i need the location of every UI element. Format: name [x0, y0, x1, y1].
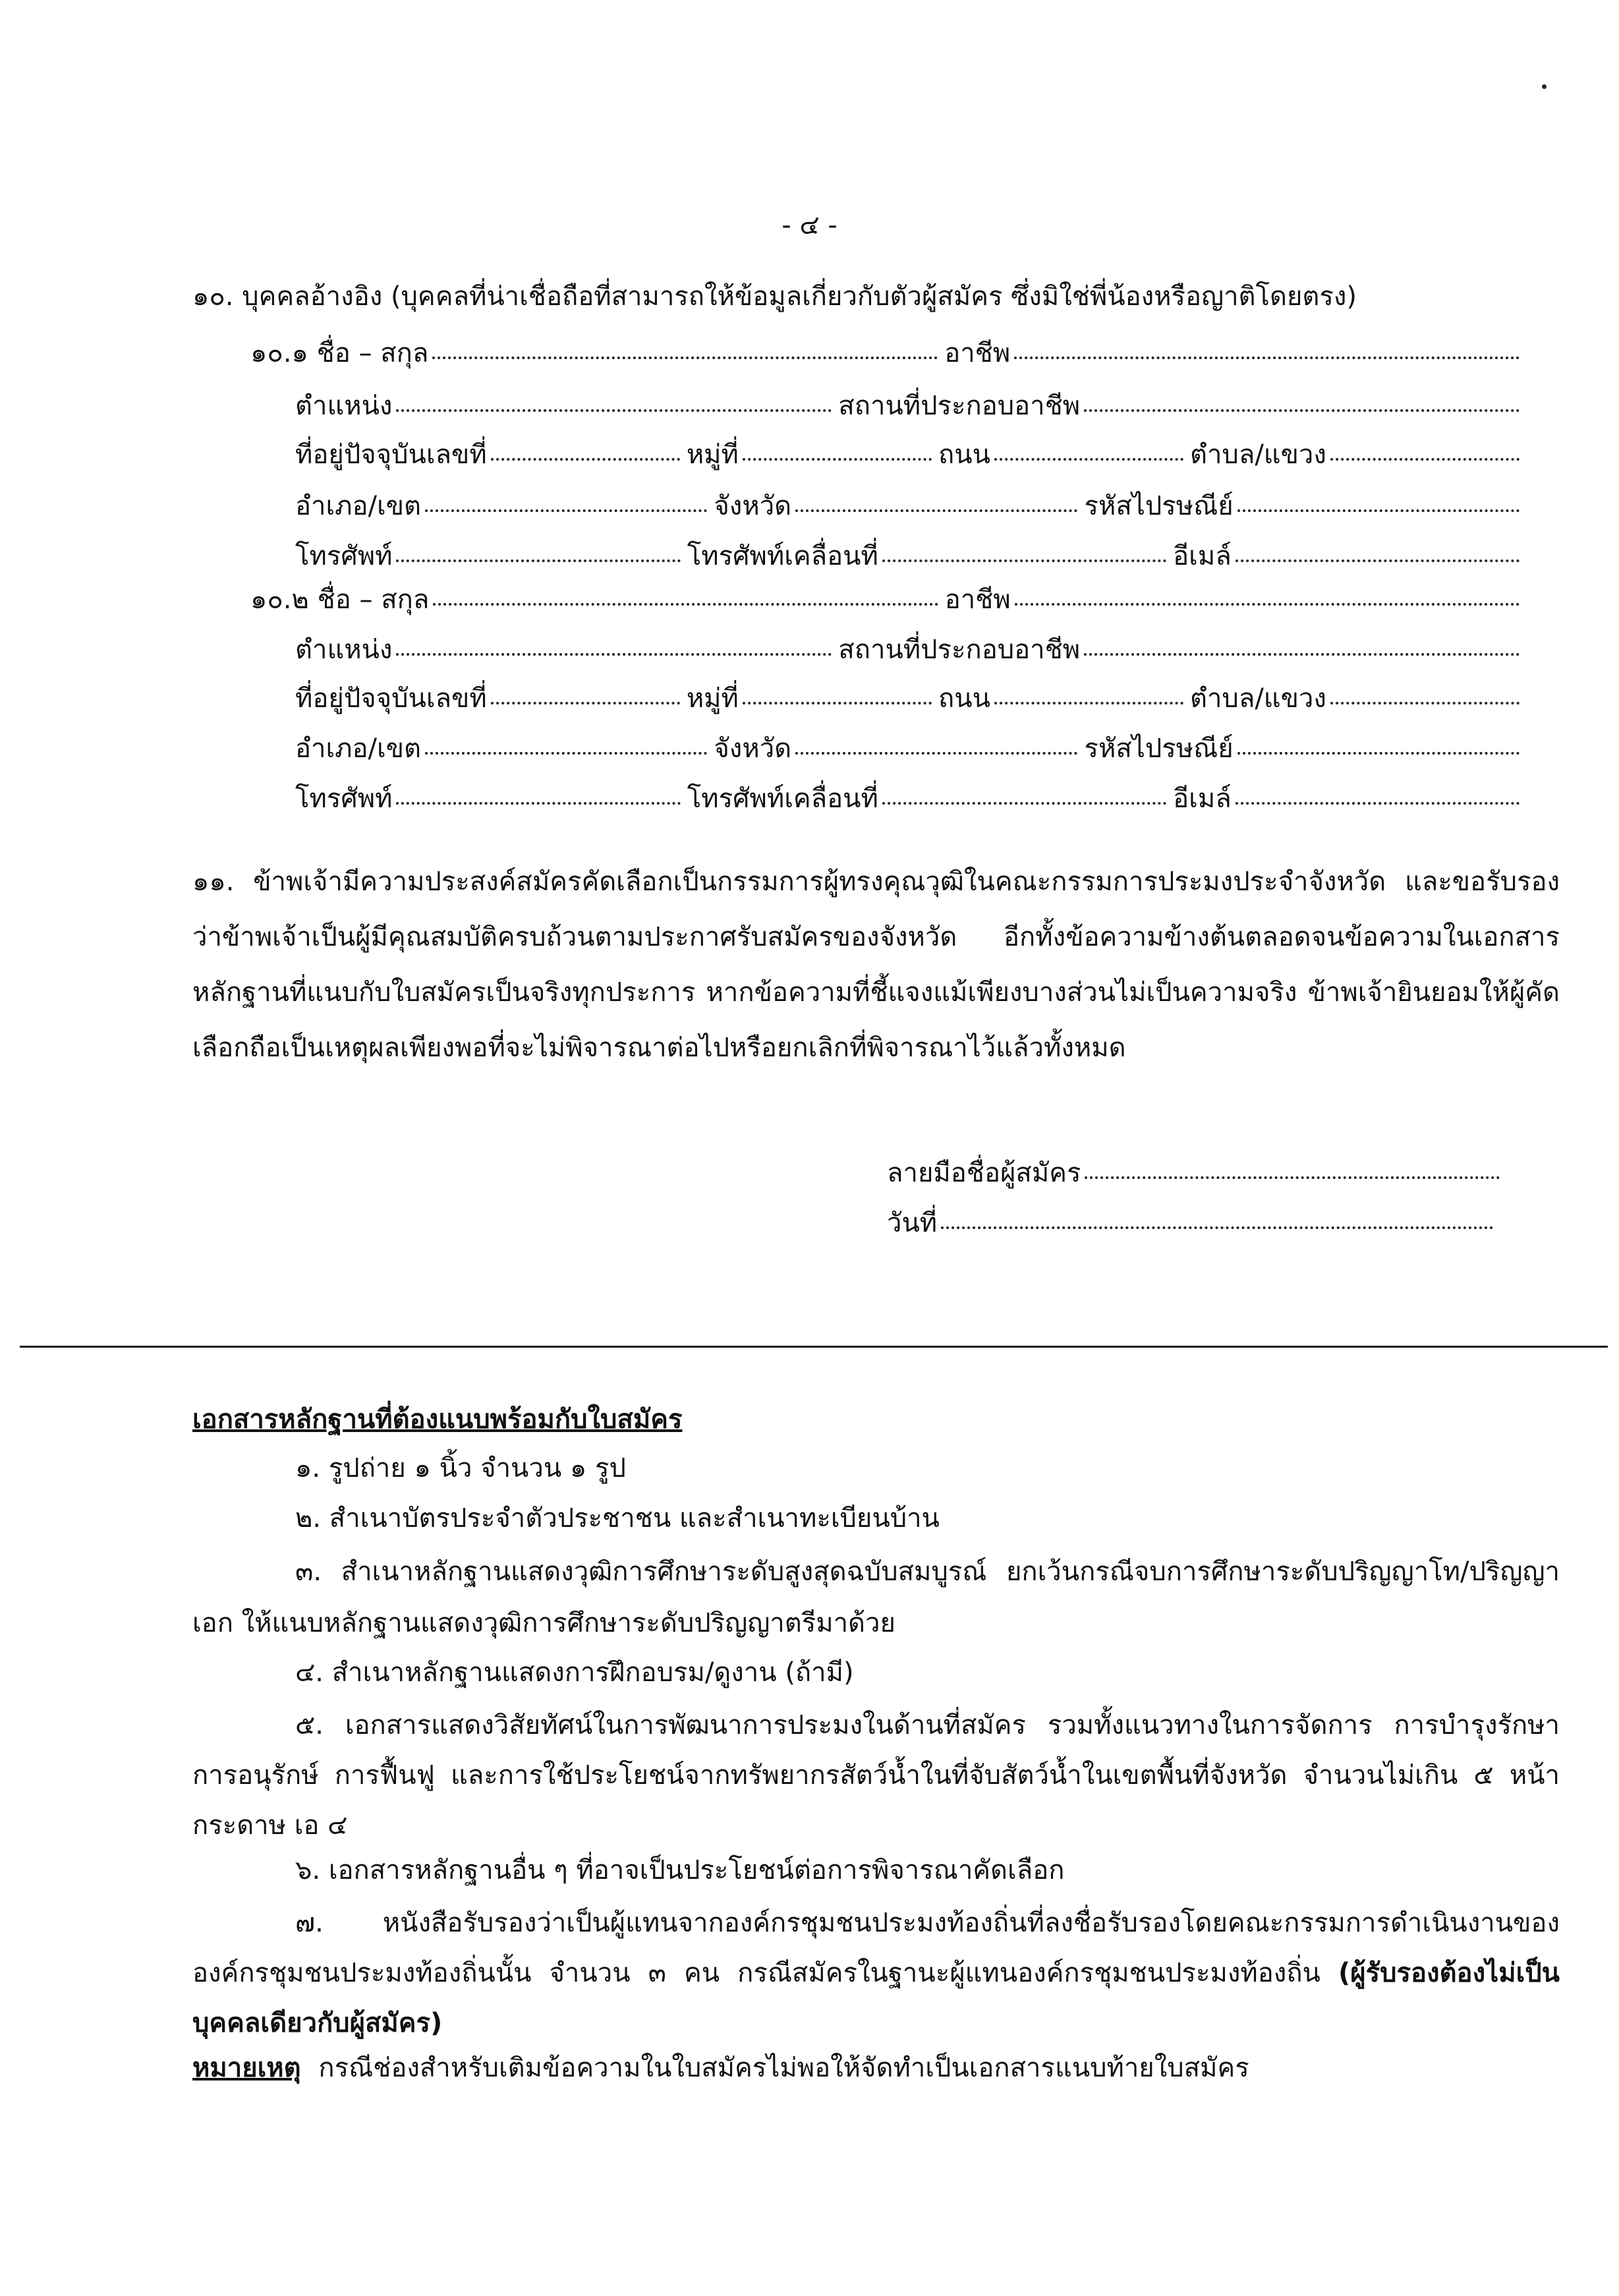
document-item-6: ๖. เอกสารหลักฐานอื่น ๆ ที่อาจเป็นประโยชน์ต่อการพิจารณาคัดเลือก	[295, 1855, 1065, 1885]
document-item-2: ๒. สำเนาบัตรประจำตัวประชาชน และสำเนาทะเบียนบ้าน	[295, 1503, 940, 1534]
document-item-7	[192, 1898, 1560, 2048]
ref1-province-label: จังหวัด	[714, 491, 792, 521]
ref2-province-field[interactable]	[795, 748, 1077, 755]
ref1-position-field[interactable]	[396, 405, 832, 412]
note-row	[192, 2052, 1249, 2084]
scan-speck	[1542, 84, 1547, 89]
ref1-postcode-label: รหัสไปรษณีย์	[1084, 491, 1234, 521]
ref1-mobile-label: โทรศัพท์เคลื่อนที่	[687, 541, 878, 571]
ref2-name-field[interactable]	[433, 599, 938, 606]
ref1-occupation-label: อาชีพ	[944, 338, 1011, 368]
ref2-phone-field[interactable]	[396, 798, 680, 805]
ref2-occupation-field[interactable]	[1015, 599, 1520, 606]
ref1-address-label: ที่อยู่ปัจจุบันเลขที่	[295, 440, 487, 470]
ref2-moo-field[interactable]	[743, 698, 932, 704]
ref1-email-field[interactable]	[1236, 556, 1520, 562]
ref2-email-field[interactable]	[1236, 798, 1520, 805]
date-field[interactable]	[941, 1222, 1493, 1229]
ref2-row-address	[295, 683, 1520, 714]
documents-heading: เอกสารหลักฐานที่ต้องแนบพร้อมกับใบสมัคร	[192, 1404, 683, 1435]
ref2-province-label: จังหวัด	[714, 733, 792, 764]
ref1-name-label: ๑๐.๑ ชื่อ – สกุล	[250, 338, 429, 368]
ref2-email-label: อีเมล์	[1173, 784, 1232, 814]
ref2-subdistrict-label: ตำบล/แขวง	[1189, 683, 1326, 714]
ref2-mobile-field[interactable]	[882, 798, 1166, 805]
ref1-row-address	[295, 439, 1520, 471]
ref2-name-label: ๑๐.๒ ชื่อ – สกุล	[250, 585, 430, 615]
note-text: กรณีช่องสำหรับเติมข้อความในใบสมัครไม่พอให้จัดทำเป็นเอกสารแนบท้ายใบสมัคร	[318, 2053, 1249, 2083]
ref1-moo-label: หมู่ที่	[686, 440, 739, 470]
ref2-row-name	[250, 584, 1520, 616]
ref1-row-position	[295, 390, 1520, 422]
date-row	[887, 1207, 1493, 1239]
note-label: หมายเหตุ	[192, 2053, 301, 2083]
ref1-occupation-field[interactable]	[1014, 353, 1520, 359]
section-divider	[20, 1346, 1608, 1348]
ref1-province-field[interactable]	[795, 505, 1077, 512]
document-item-7-text: ๗. หนังสือรับรองว่าเป็นผู้แทนจากองค์กรชุมชนประมงท้องถิ่นที่ลงชื่อรับรองโดยคณะกรรมการดำเนินงานขององค์กรชุมชนประมงท้องถิ่นนั้น จำนวน ๓ คน กรณีสมัครในฐานะผู้แทนองค์กรชุมชนประมงท้องถิ่น	[192, 1908, 1560, 1988]
ref2-postcode-field[interactable]	[1237, 748, 1520, 755]
ref1-subdistrict-label: ตำบล/แขวง	[1189, 440, 1326, 470]
ref1-row-name	[250, 337, 1520, 369]
ref1-row-phone	[295, 540, 1520, 572]
ref2-workplace-label: สถานที่ประกอบอาชีพ	[838, 635, 1081, 665]
document-item-1: ๑. รูปถ่าย ๑ นิ้ว จำนวน ๑ รูป	[295, 1453, 626, 1483]
ref1-road-field[interactable]	[994, 454, 1183, 461]
document-item-5: ๕. เอกสารแสดงวิสัยทัศน์ในการพัฒนาการประมงในด้านที่สมัคร รวมทั้งแนวทางในการจัดการ การบำรุงรักษา การอนุรักษ์ การฟื้นฟู และการใช้ประโยชน์จากทรัพยากรสัตว์น้ำในที่จับสัตว์น้ำในเขตพื้นที่จังหวัด จำนวนไม่เกิน ๕ หน้ากระดาษ เอ ๔	[192, 1710, 1560, 1841]
ref2-address-field[interactable]	[491, 698, 680, 704]
signature-label: ลายมือชื่อผู้สมัคร	[887, 1158, 1081, 1188]
ref2-workplace-field[interactable]	[1084, 649, 1520, 656]
ref1-moo-field[interactable]	[743, 454, 932, 461]
ref1-workplace-field[interactable]	[1084, 405, 1520, 412]
ref1-phone-field[interactable]	[396, 556, 680, 562]
document-item-7-bold: (ผู้รับรองต้องไม่เป็นบุคคลเดียวกับผู้สมัคร)	[192, 1958, 1560, 2038]
ref1-postcode-field[interactable]	[1237, 505, 1520, 512]
ref2-row-position	[295, 634, 1520, 666]
ref1-phone-label: โทรศัพท์	[295, 541, 393, 571]
ref1-mobile-field[interactable]	[882, 556, 1166, 562]
ref1-workplace-label: สถานที่ประกอบอาชีพ	[838, 391, 1081, 421]
ref1-district-field[interactable]	[425, 505, 707, 512]
ref2-road-label: ถนน	[938, 683, 990, 714]
ref1-row-district	[295, 490, 1520, 522]
ref2-road-field[interactable]	[994, 698, 1183, 704]
ref2-position-field[interactable]	[396, 649, 832, 656]
signature-field[interactable]	[1085, 1172, 1500, 1179]
section11-declaration: ๑๑. ข้าพเจ้ามีความประสงค์สมัครคัดเลือกเป็นกรรมการผู้ทรงคุณวุฒิในคณะกรรมการประมงประจำจังหวัด และขอรับรองว่าข้าพเจ้าเป็นผู้มีคุณสมบัติครบถ้วนตามประกาศรับสมัครของจังหวัด อีกทั้งข้อความข้างต้นตลอดจนข้อความในเอกสารหลักฐานที่แนบกับใบสมัครเป็นจริงทุกประการ หากข้อความที่ชี้แจงแม้เพียงบางส่วนไม่เป็นความจริง ข้าพเจ้ายินยอมให้ผู้คัดเลือกถือเป็นเหตุผลเพียงพอที่จะไม่พิจารณาต่อไปหรือยกเลิกที่พิจารณาไว้แล้วทั้งหมด	[192, 867, 1560, 1063]
document-item-4: ๔. สำเนาหลักฐานแสดงการฝึกอบรม/ดูงาน (ถ้ามี)	[295, 1657, 854, 1688]
ref2-phone-label: โทรศัพท์	[295, 784, 393, 814]
ref2-postcode-label: รหัสไปรษณีย์	[1084, 733, 1234, 764]
ref1-name-field[interactable]	[432, 353, 938, 359]
ref1-email-label: อีเมล์	[1173, 541, 1232, 571]
page-number: - ๔ -	[781, 210, 838, 241]
ref2-row-district	[295, 733, 1520, 764]
document-item-3: ๓. สำเนาหลักฐานแสดงวุฒิการศึกษาระดับสูงสุดฉบับสมบูรณ์ ยกเว้นกรณีจบการศึกษาระดับปริญญาโท/ปริญญาเอก ให้แนบหลักฐานแสดงวุฒิการศึกษาระดับปริญญาตรีมาด้วย	[192, 1557, 1560, 1638]
ref2-district-field[interactable]	[425, 748, 707, 755]
ref1-road-label: ถนน	[938, 440, 990, 470]
ref1-address-field[interactable]	[491, 454, 680, 461]
ref2-row-phone	[295, 783, 1520, 815]
section10-title: ๑๐. บุคคลอ้างอิง (บุคคลที่น่าเชื่อถือที่สามารถให้ข้อมูลเกี่ยวกับตัวผู้สมัคร ซึ่งมิใช่พี่น้องหรือญาติโดยตรง)	[192, 281, 1357, 312]
ref1-subdistrict-field[interactable]	[1330, 454, 1520, 461]
date-label: วันที่	[887, 1208, 938, 1238]
ref2-moo-label: หมู่ที่	[686, 683, 739, 714]
ref2-address-label: ที่อยู่ปัจจุบันเลขที่	[295, 683, 487, 714]
ref2-subdistrict-field[interactable]	[1330, 698, 1520, 704]
ref2-district-label: อำเภอ/เขต	[295, 733, 422, 764]
signature-row	[887, 1157, 1500, 1189]
ref1-district-label: อำเภอ/เขต	[295, 491, 422, 521]
ref2-occupation-label: อาชีพ	[944, 585, 1011, 615]
ref2-mobile-label: โทรศัพท์เคลื่อนที่	[687, 784, 878, 814]
ref2-position-label: ตำแหน่ง	[295, 635, 393, 665]
ref1-position-label: ตำแหน่ง	[295, 391, 393, 421]
